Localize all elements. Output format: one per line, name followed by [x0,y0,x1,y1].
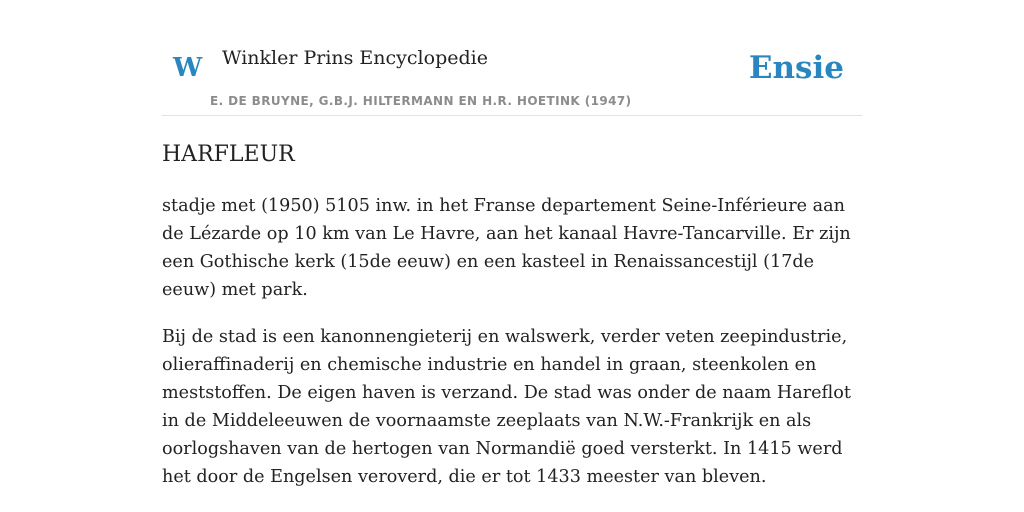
article-paragraph: stadje met (1950) 5105 inw. in het Franse departement Seine-Inférieure aan de Lézarde op 10 km van Le Havre, aan het kanaal Havre-Tancarville. Er zijn een Gothische kerk (15de eeuw) en een kasteel in Renaissancestijl (17de eeuw) met park. [162,196,851,300]
ensie-brand-logo[interactable]: Ensie [748,50,844,86]
winkler-prins-logo[interactable]: W [173,53,203,83]
source-title[interactable]: Winkler Prins Encyclopedie [222,47,488,69]
source-header [162,0,862,116]
source-authors: E. DE BRUYNE, G.B.J. HILTERMANN EN H.R. HOETINK (1947) [210,94,632,108]
article-paragraph: Bij de stad is een kanonnengieterij en walswerk, verder veten zeepindustrie, olieraffinaderij en chemische industrie en handel in graan, steenkolen en meststoffen. De eigen haven is verzand. De stad was onder de naam Hareflot in de Middeleeuwen de voornaamste zeeplaats van N.W.-Frankrijk en als oorlogshaven van de hertogen van Normandië goed versterkt. In 1415 werd het door de Engelsen veroverd, die er tot 1433 meester van bleven. [162,327,851,487]
content-container [162,0,862,487]
article-title: HARFLEUR [162,142,295,167]
